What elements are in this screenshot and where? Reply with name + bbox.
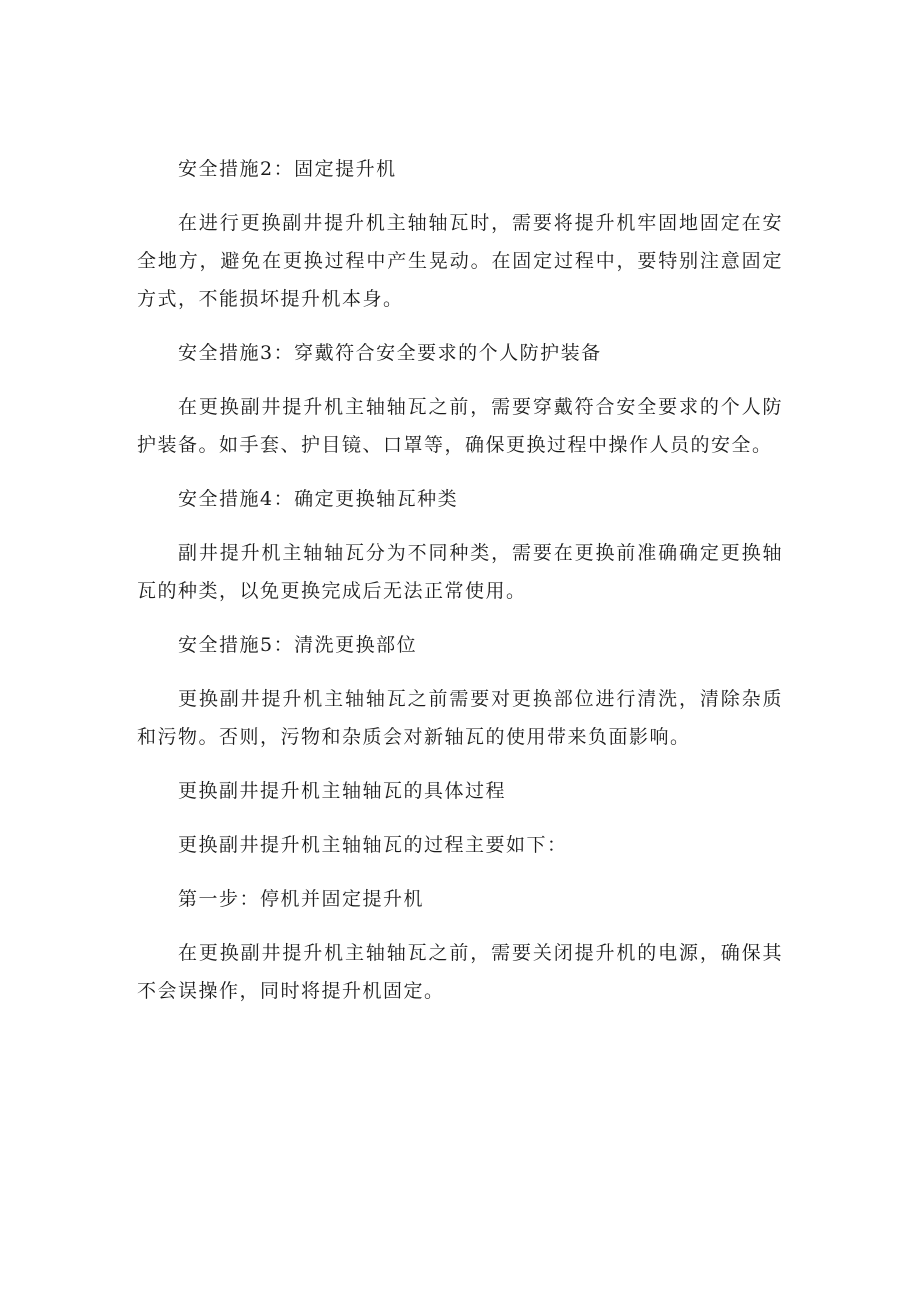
heading-replacement-process: 更换副井提升机主轴轴瓦的具体过程: [178, 780, 507, 802]
heading-safety-measure-2: 安全措施2：固定提升机: [178, 158, 397, 180]
heading-safety-measure-3: 安全措施3：穿戴符合安全要求的个人防护装备: [178, 342, 602, 364]
paragraph-protective-equipment: 在更换副井提升机主轴轴瓦之前，需要穿戴符合安全要求的个人防护装备。如手套、护目镜、口罩等，确保更换过程中操作人员的安全。: [137, 396, 783, 456]
paragraph-step-one: 在更换副井提升机主轴轴瓦之前，需要关闭提升机的电源，确保其不会误操作，同时将提升机固定。: [137, 942, 783, 1002]
paragraph-bearing-type: 副井提升机主轴轴瓦分为不同种类，需要在更换前准确确定更换轴瓦的种类，以免更换完成后无法正常使用。: [137, 542, 783, 602]
heading-safety-measure-4: 安全措施4：确定更换轴瓦种类: [178, 488, 459, 510]
document-body: [137, 150, 783, 1026]
heading-safety-measure-5: 安全措施5：清洗更换部位: [178, 634, 418, 656]
paragraph-clean-parts: 更换副井提升机主轴轴瓦之前需要对更换部位进行清洗，清除杂质和污物。否则，污物和杂质会对新轴瓦的使用带来负面影响。: [137, 688, 783, 748]
paragraph-fix-hoist: 在进行更换副井提升机主轴轴瓦时，需要将提升机牢固地固定在安全地方，避免在更换过程中产生晃动。在固定过程中，要特别注意固定方式，不能损坏提升机本身。: [137, 212, 783, 310]
paragraph-process-intro: 更换副井提升机主轴轴瓦的过程主要如下：: [178, 834, 568, 856]
heading-step-one: 第一步：停机并固定提升机: [178, 888, 425, 910]
